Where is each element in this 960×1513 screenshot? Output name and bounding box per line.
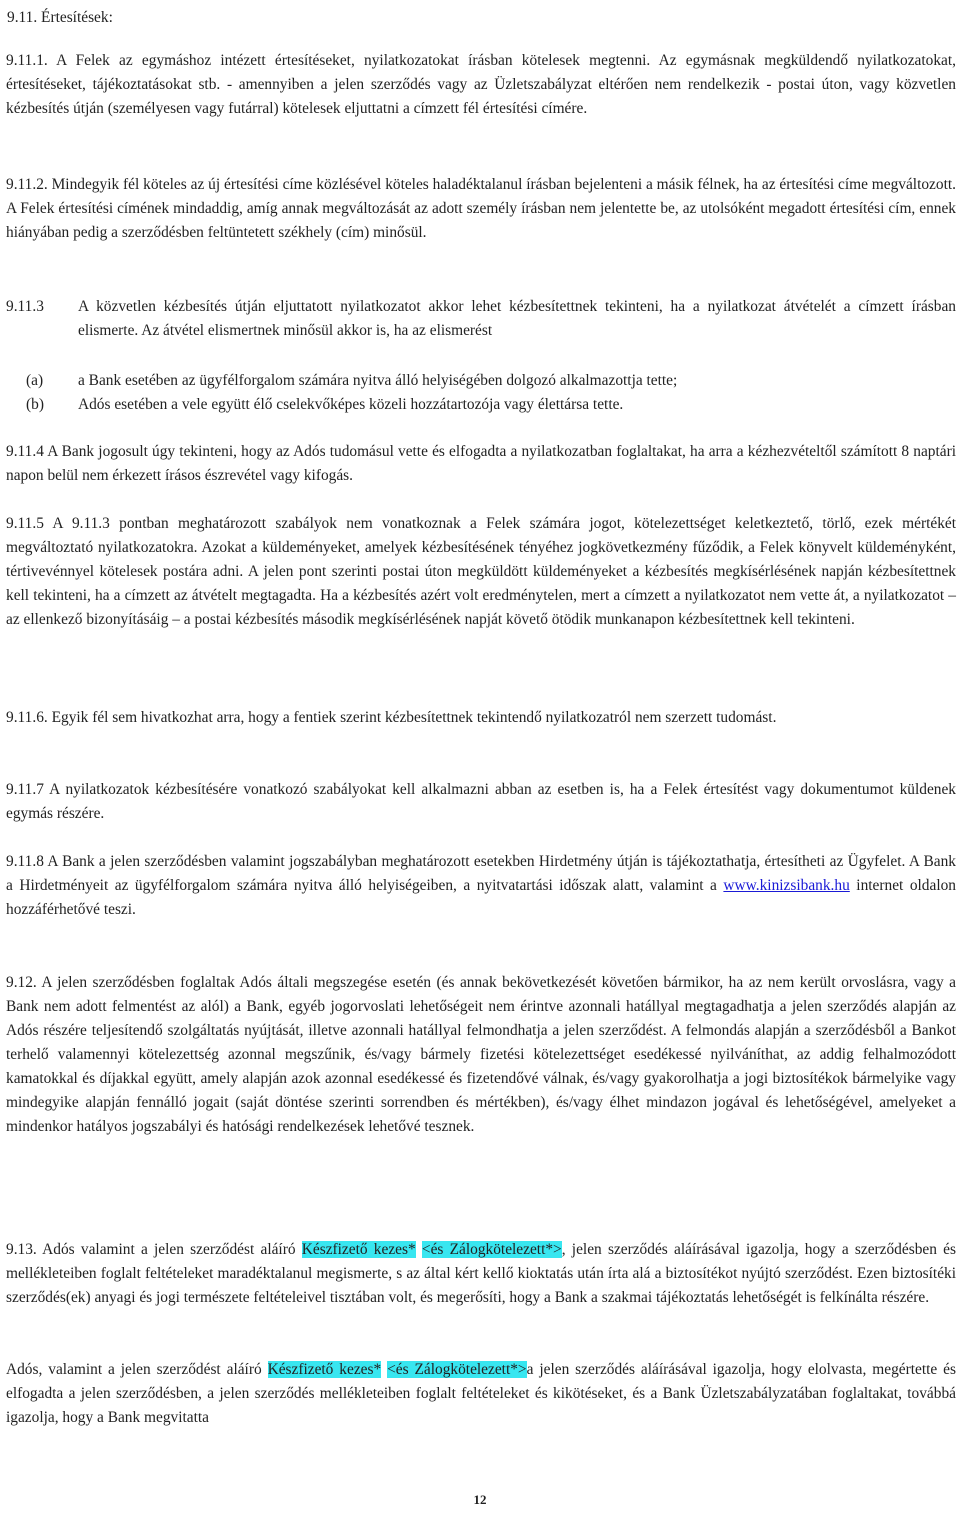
page-number: 12 <box>473 1492 487 1507</box>
paragraph-9-11-8 <box>6 850 956 922</box>
highlighted-pledgor: <és Zálogkötelezett*> <box>421 1241 562 1258</box>
paragraph-9-12: 9.12. A jelen szerződésben foglaltak Adós általi megszegése esetén (és annak bekövetkezését követően bármikor, ha az nem került orvoslásra, vagy a Bank nem adott felmentést az alól) a Bank, egyéb jogorvoslati lehetőségeit nem érintve azonnali hatállyal megtagadhatja a jelen szerződés alapján az Adós részére teljesítendő szolgáltatás nyújtását, illetve azonnali hatállyal felmondhatja a jelen szerződést. A felmondás alapján a szerződésből a Bankot terhelő valamennyi kötelezettség azonnal megszűnik, és/vagy bármely fizetési kötelezettséget esedékessé nyilváníthat, az addig felhalmozódott kamatokkal és díjakkal együtt, amely alapján azok azonnal esedékessé és fizetendővé válnak, és/vagy gyakorolhatja a jogi biztosítékok bármelyike vagy mindegyike alapján fennálló jogait (saját döntése szerinti sorrendben és mértékben), és/vagy élhet mindazon jogával és lehetőségével, amelyeket a mindenkor hatályos jogszabályi és hatósági rendelkezések lehetővé tesznek. <box>6 974 956 1135</box>
paragraph-text: A közvetlen kézbesítés útján eljuttatott nyilatkozatot akkor lehet kézbesítettnek tekinteni, ha a nyilatkozat átvételét a címzett írásban elismerte. Az átvétel elismertnek minősül akkor is, ha az elismerést <box>78 298 956 339</box>
list-text: Adós esetében a vele együtt élő cselekvőképes közeli hozzátartozója vagy élettársa tette. <box>78 396 624 413</box>
paragraph-text: Adós, valamint a jelen szerződést aláíró <box>6 1361 268 1378</box>
paragraph-text: 9.13. Adós valamint a jelen szerződést aláíró <box>6 1241 302 1258</box>
paragraph-9-11-5: 9.11.5 A 9.11.3 pontban meghatározott szabályok nem vonatkoznak a Felek számára jogot, kötelezettséget keletkeztető, törlő, ezek mértékét megváltoztató nyilatkozatokra. Azokat a küldeményeket, amelyek kézbesítésének tényéhez jogkövetkezmény fűződik, a Felek könyvelt küldeményként, tértivevénnyel kötelesek postára adni. A jelen pont szerinti postai úton megküldött küldeményeket a kézbesítés megkísérlésének napján kézbesítettnek kell tekinteni, ha a címzett az átvételt megtagadta. Ha a kézbesítés azért volt eredménytelen, mert a címzett a nyilatkozatot nem vette át, a nyilatkozatot – az ellenkező bizonyításáig – a postai kézbesítés második megkísérlésének napját követő ötödik munkanapon kézbesítettnek kell tekinteni. <box>6 515 956 628</box>
highlighted-guarantor: Készfizető kezes* <box>267 1361 382 1378</box>
list-label: (b) <box>26 396 44 413</box>
list-item-a <box>6 369 956 393</box>
spacer-text <box>416 1241 422 1258</box>
paragraph-9-11-7: 9.11.7 A nyilatkozatok kézbesítésére vonatkozó szabályokat kell alkalmazni abban az esetben is, ha a Felek értesítést vagy dokumentumot küldenek egymás részére. <box>6 781 956 822</box>
paragraph-9-13-continued <box>6 1358 956 1430</box>
list-label: (a) <box>26 372 44 389</box>
paragraph-text: , jelen szerződés aláírásával igazolja, hogy a szerződésben és mellékleteiben foglalt feltételeket maradéktalanul megismerte, s az által kért kellő kioktatás után írta alá a biztosítékot nyújtó szerződést. Ezen biztosítéki szerződés(ek) anyagi és jogi természete feltételeivel tisztában volt, és megerősíti, hogy a Bank a szakmai tájékoztatás lehetőségét is felkínálta részére. <box>6 1241 956 1306</box>
paragraph-text: a jelen szerződés aláírásával igazolja, hogy elolvasta, megértette és elfogadta a jelen szerződésben, a jelen szerződés mellékleteiben foglalt feltételeket és kikötéseket, és a Bank Üzletszabályzatában foglaltakat, továbbá igazolja, hogy a Bank megvitatta <box>6 1361 956 1426</box>
list-text: a Bank esetében az ügyfélforgalom számára nyitva álló helyiségében dolgozó alkalmazottja tette; <box>78 372 678 389</box>
paragraph-9-13 <box>6 1238 956 1310</box>
section-heading: 9.11. Értesítések: <box>7 9 113 26</box>
paragraph-text: internet oldalon hozzáférhetővé teszi. <box>6 877 956 918</box>
paragraph-9-11-6: 9.11.6. Egyik fél sem hivatkozhat arra, hogy a fentiek szerint kézbesítettnek tekintendő nyilatkozatról nem szerzett tudomást. <box>6 709 777 726</box>
paragraph-9-11-4: 9.11.4 A Bank jogosult úgy tekinteni, hogy az Adós tudomásul vette és elfogadta a nyilatkozatban foglaltakat, ha arra a kézhezvételtől számított 8 naptári napon belül nem érkezett írásos észrevétel vagy kifogás. <box>6 443 956 484</box>
website-link[interactable]: www.kinizsibank.hu <box>723 877 850 894</box>
list-item-b <box>6 393 956 417</box>
paragraph-9-11-3 <box>6 295 956 343</box>
paragraph-text: 9.11.8 A Bank a jelen szerződésben valamint jogszabályban meghatározott esetekben Hirdetmény útján is tájékoztathatja, értesítheti az Ügyfelet. A Bank a Hirdetményeit az ügyfélforgalom számára nyitva álló helyiségeiben, a nyitvatartási időszak alatt, valamint a <box>6 853 956 894</box>
highlighted-guarantor: Készfizető kezes* <box>301 1241 416 1258</box>
paragraph-9-11-1: 9.11.1. A Felek az egymáshoz intézett értesítéseket, nyilatkozatokat írásban kötelesek megtenni. Az egymásnak megküldendő nyilatkozatokat, értesítéseket, tájékoztatásokat stb. - amennyiben a jelen szerződés vagy az Üzletszabályzat eltérően nem rendelkezik - postai úton, vagy közvetlen kézbesítés útján (személyesen vagy futárral) kötelesek eljuttatni a címzett fél értesítési címére. <box>6 52 956 117</box>
paragraph-9-11-2: 9.11.2. Mindegyik fél köteles az új értesítési címe közlésével köteles haladéktalanul írásban bejelenteni a másik félnek, ha az értesítési címe megváltozott. A Felek értesítési címének mindaddig, amíg annak megváltozását az adott személy írásban nem jelentette be, az utolsóként megadott értesítési cím, ennek hiányában pedig a szerződésben feltüntetett székhely (cím) minősül. <box>6 176 956 241</box>
paragraph-number: 9.11.3 <box>6 298 44 315</box>
highlighted-pledgor: <és Zálogkötelezett*> <box>387 1361 527 1378</box>
